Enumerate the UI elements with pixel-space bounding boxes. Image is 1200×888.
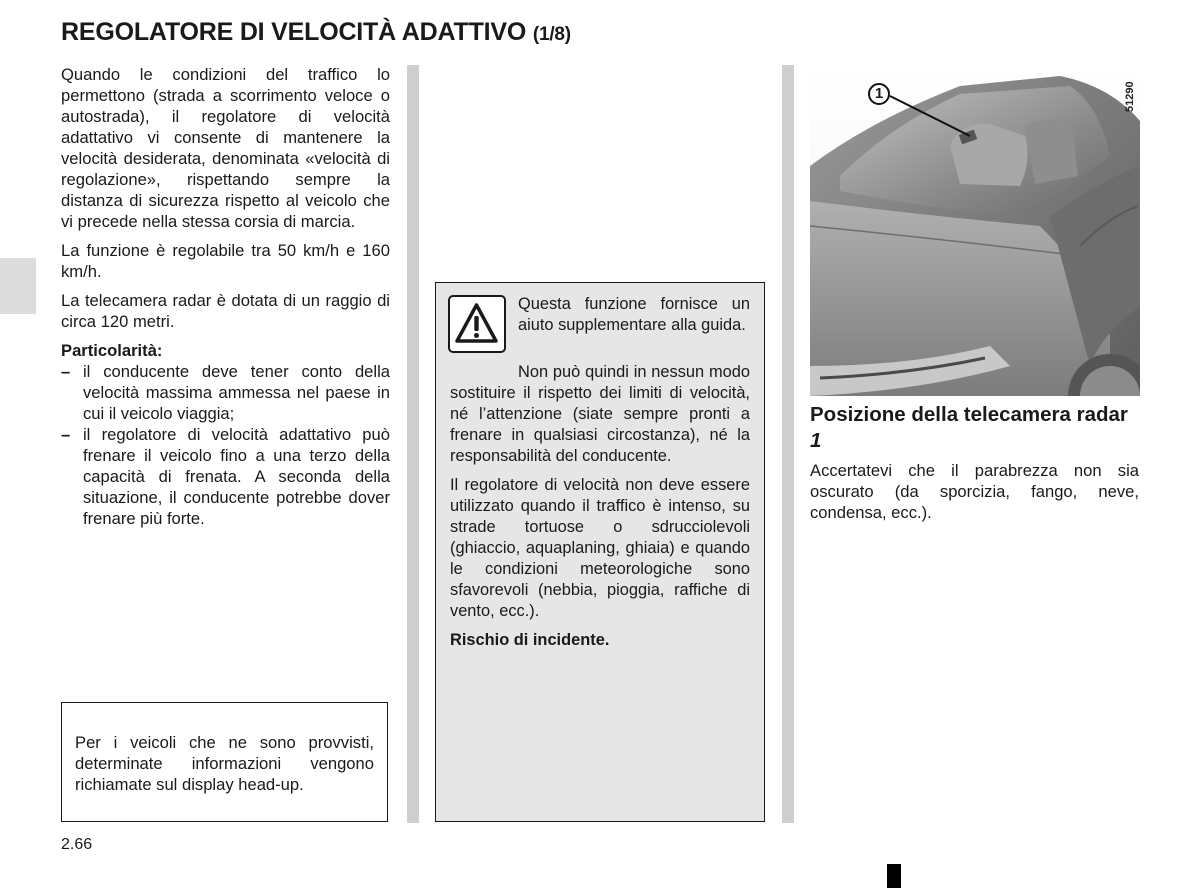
- page-number: 2.66: [61, 836, 93, 853]
- list-item-text: il conducente deve tener conto della velocità massima ammessa nel paese in cui il veicolo viaggia;: [83, 362, 390, 423]
- particolarita-list: [61, 361, 390, 529]
- warning-triangle-icon: [448, 295, 506, 353]
- particolarita-label: Particolarità:: [61, 341, 163, 360]
- warning-box: [435, 282, 765, 822]
- warning-risk: Rischio di incidente.: [450, 631, 610, 649]
- callout-marker: 1: [868, 83, 890, 105]
- dash-mark: –: [61, 425, 71, 444]
- radar-paragraph: La telecamera radar è dotata di un raggio di circa 120 metri.: [61, 291, 390, 331]
- head-up-note-box: [61, 702, 388, 822]
- warning-paragraph-3: Il regolatore di velocità non deve essere utilizzato quando il traffico è intenso, su strade tortuose o sdrucciolevoli (ghiaccio, aquaplaning, ghiaia) e quando le condizioni meteorologiche sono sfavorevoli (nebbia, pioggia, raffiche di vento, ecc.).: [450, 476, 750, 620]
- column-1: [61, 64, 390, 529]
- camera-section-body: [810, 460, 1139, 531]
- list-item-text: il regolatore di velocità adattativo può frenare il veicolo fino a una terzo della capacità di frenata. A seconda della situazione, il conducente potrebbe dover frenare più forte.: [83, 425, 390, 528]
- camera-section-title: [810, 402, 1140, 454]
- camera-body-text: Accertatevi che il parabrezza non sia oscurato (da sporcizia, fango, neve, condensa, ecc.).: [810, 461, 1139, 522]
- dash-mark: –: [61, 362, 71, 381]
- camera-title-ref: 1: [810, 429, 822, 452]
- list-item: [61, 424, 390, 529]
- warning-paragraph-2: Non può quindi in nessun modo sostituire il rispetto dei limiti di velocità, né l’attenzione (siate sempre pronti a frenare in qualsiasi circostanza), né la responsabilità del conducente.: [450, 363, 750, 465]
- intro-paragraph: Quando le condizioni del traffico lo permettono (strada a scorrimento veloce o autostrada), il regolatore di velocità adattativo vi consente di mantenere la velocità desiderata, denominata «velocità di regolazione», rispettando sempre la distanza di sicurezza rispetto al veicolo che vi precede nella stessa corsia di marcia.: [61, 65, 390, 231]
- page-title: [61, 18, 571, 47]
- chapter-tab: [0, 258, 36, 314]
- image-number: 51290: [1124, 81, 1136, 112]
- column-divider-2: [782, 65, 794, 823]
- corner-mark: [887, 864, 901, 888]
- warning-paragraph-1: Questa funzione fornisce un aiuto supplementare alla guida.: [518, 295, 750, 334]
- camera-title-text: Posizione della telecamera radar: [810, 403, 1128, 426]
- car-illustration: [810, 66, 1140, 396]
- list-item: [61, 361, 390, 424]
- title-text: REGOLATORE DI VELOCITÀ ADATTIVO: [61, 18, 527, 46]
- title-part: (1/8): [532, 24, 571, 45]
- car-windscreen-photo: [810, 66, 1140, 396]
- column-divider-1: [407, 65, 419, 823]
- note-text: Per i veicoli che ne sono provvisti, determinate informazioni vengono richiamate sul display head-up.: [75, 733, 374, 794]
- range-paragraph: La funzione è regolabile tra 50 km/h e 160 km/h.: [61, 241, 390, 281]
